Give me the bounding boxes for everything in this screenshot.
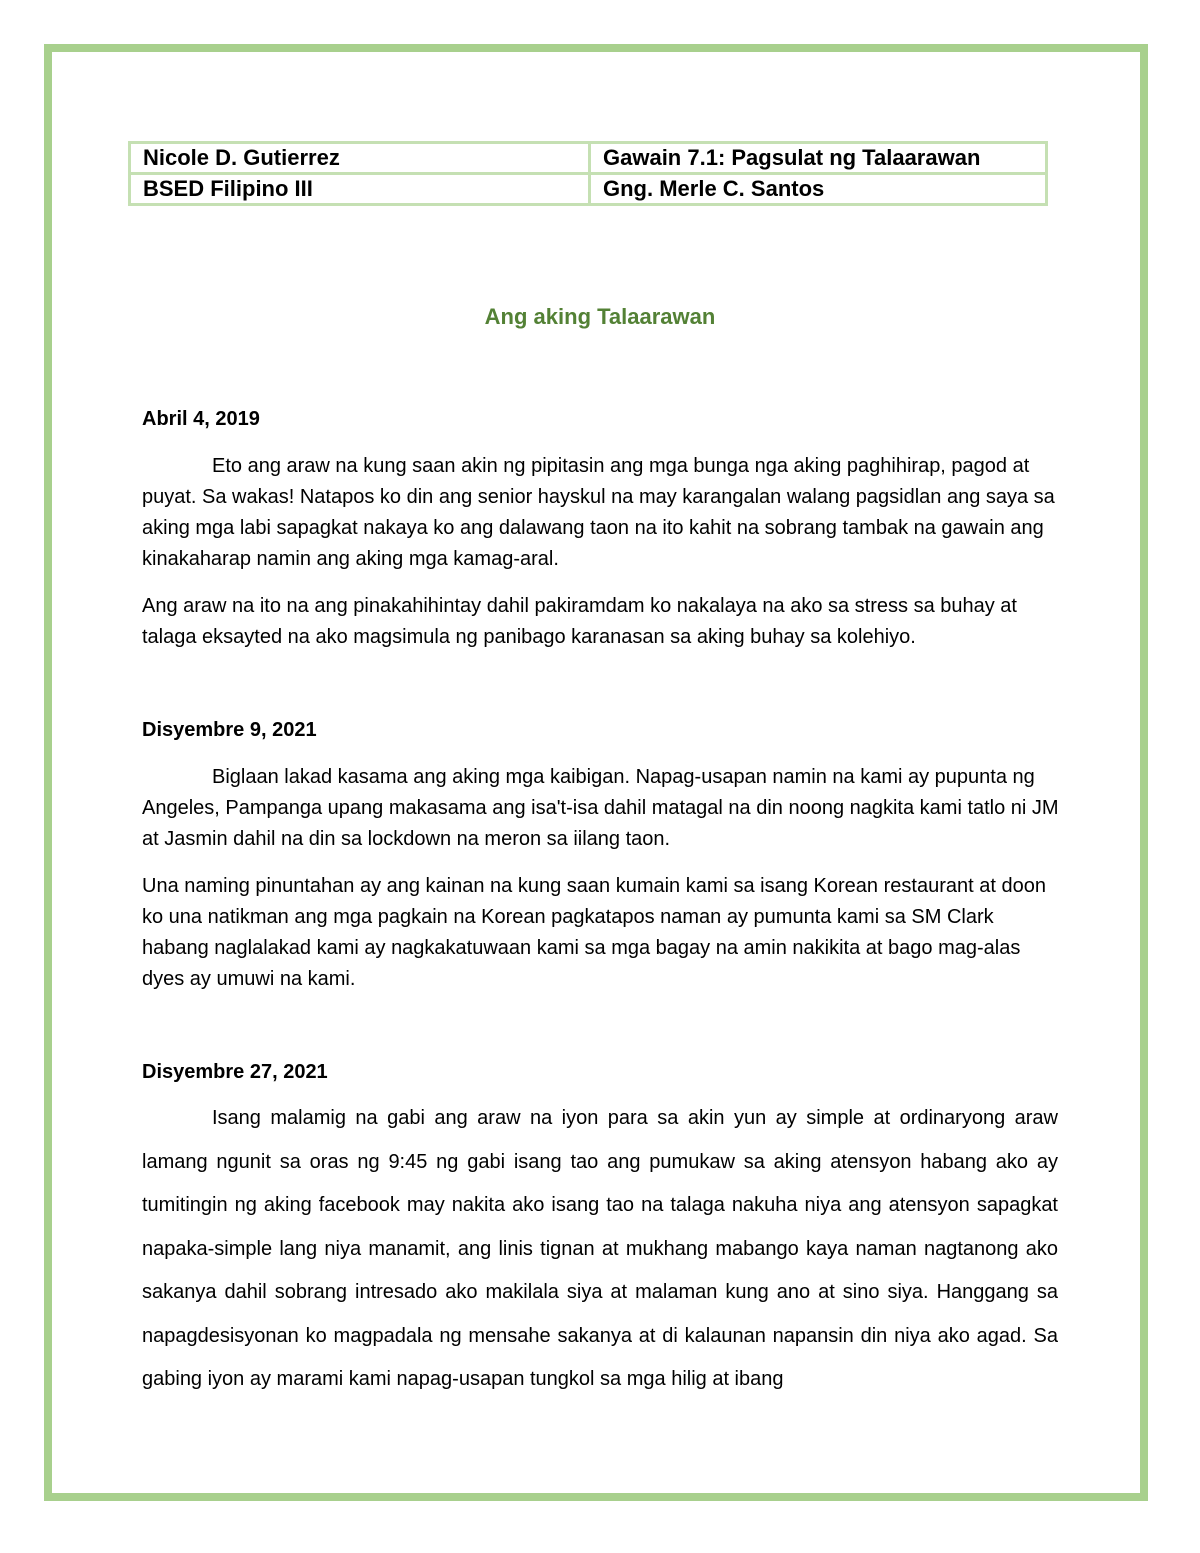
entry-date: Abril 4, 2019 (142, 408, 260, 430)
entry-date: Disyembre 9, 2021 (142, 719, 317, 741)
course-name: BSED Filipino III (130, 174, 590, 205)
header-row-1 (130, 143, 1047, 174)
header-table (128, 141, 1048, 206)
header-row-2 (130, 174, 1047, 205)
entry-paragraph: Una naming pinuntahan ay ang kainan na kung saan kumain kami sa isang Korean restaurant at doon ko una natikman ang mga pagkain na Korean pagkatapos naman ay pumunta kami sa SM Clark habang naglalakad kami ay nagkakatuwaan kami sa mga bagay na amin nakikita at bago mag-alas dyes ay umuwi na kami. (142, 875, 1046, 990)
entry-paragraph: Isang malamig na gabi ang araw na iyon para sa akin yun ay simple at ordinaryong araw lamang ngunit sa oras ng 9:45 ng gabi isang tao ang pumukaw sa aking atensyon habang ako ay tumitingin ng aking facebook may nakita ako isang tao na talaga nakuha niya ang atensyon sapagkat napaka-simple lang niya manamit, ang linis tignan at mukhang mabango kaya naman nagtanong ako sakanya dahil sobrang intresado ako makilala siya at malaman kung ano at sino siya. Hanggang sa napagdesisyonan ko magpadala ng mensahe sakanya at di kalaunan napansin din niya ako agad. Sa gabing iyon ay marami kami napag-usapan tungkol sa mga hilig at ibang (142, 1107, 1058, 1390)
teacher-name: Gng. Merle C. Santos (590, 174, 1047, 205)
document-title: Ang aking Talaarawan (484, 304, 716, 329)
student-name: Nicole D. Gutierrez (130, 143, 590, 174)
entry-paragraph: Biglaan lakad kasama ang aking mga kaibigan. Napag-usapan namin na kami ay pupunta ng Angeles, Pampanga upang makasama ang isa't-isa dahil matagal na din noong nagkita kami tatlo ni JM at Jasmin dahil na din sa lockdown na meron sa iilang taon. (142, 766, 1059, 850)
activity-title: Gawain 7.1: Pagsulat ng Talaarawan (590, 143, 1047, 174)
entry-date: Disyembre 27, 2021 (142, 1061, 328, 1083)
entry-paragraph: Ang araw na ito na ang pinakahihintay dahil pakiramdam ko nakalaya na ako sa stress sa buhay at talaga eksayted na ako magsimula ng panibago karanasan sa aking buhay sa kolehiyo. (142, 595, 1017, 648)
entry-paragraph: Eto ang araw na kung saan akin ng pipitasin ang mga bunga nga aking paghihirap, pagod at puyat. Sa wakas! Natapos ko din ang senior hayskul na may karangalan walang pagsidlan ang saya sa aking mga labi sapagkat nakaya ko ang dalawang taon na ito kahit na sobrang tambak na gawain ang kinakaharap namin ang aking mga kamag-aral. (142, 455, 1055, 570)
